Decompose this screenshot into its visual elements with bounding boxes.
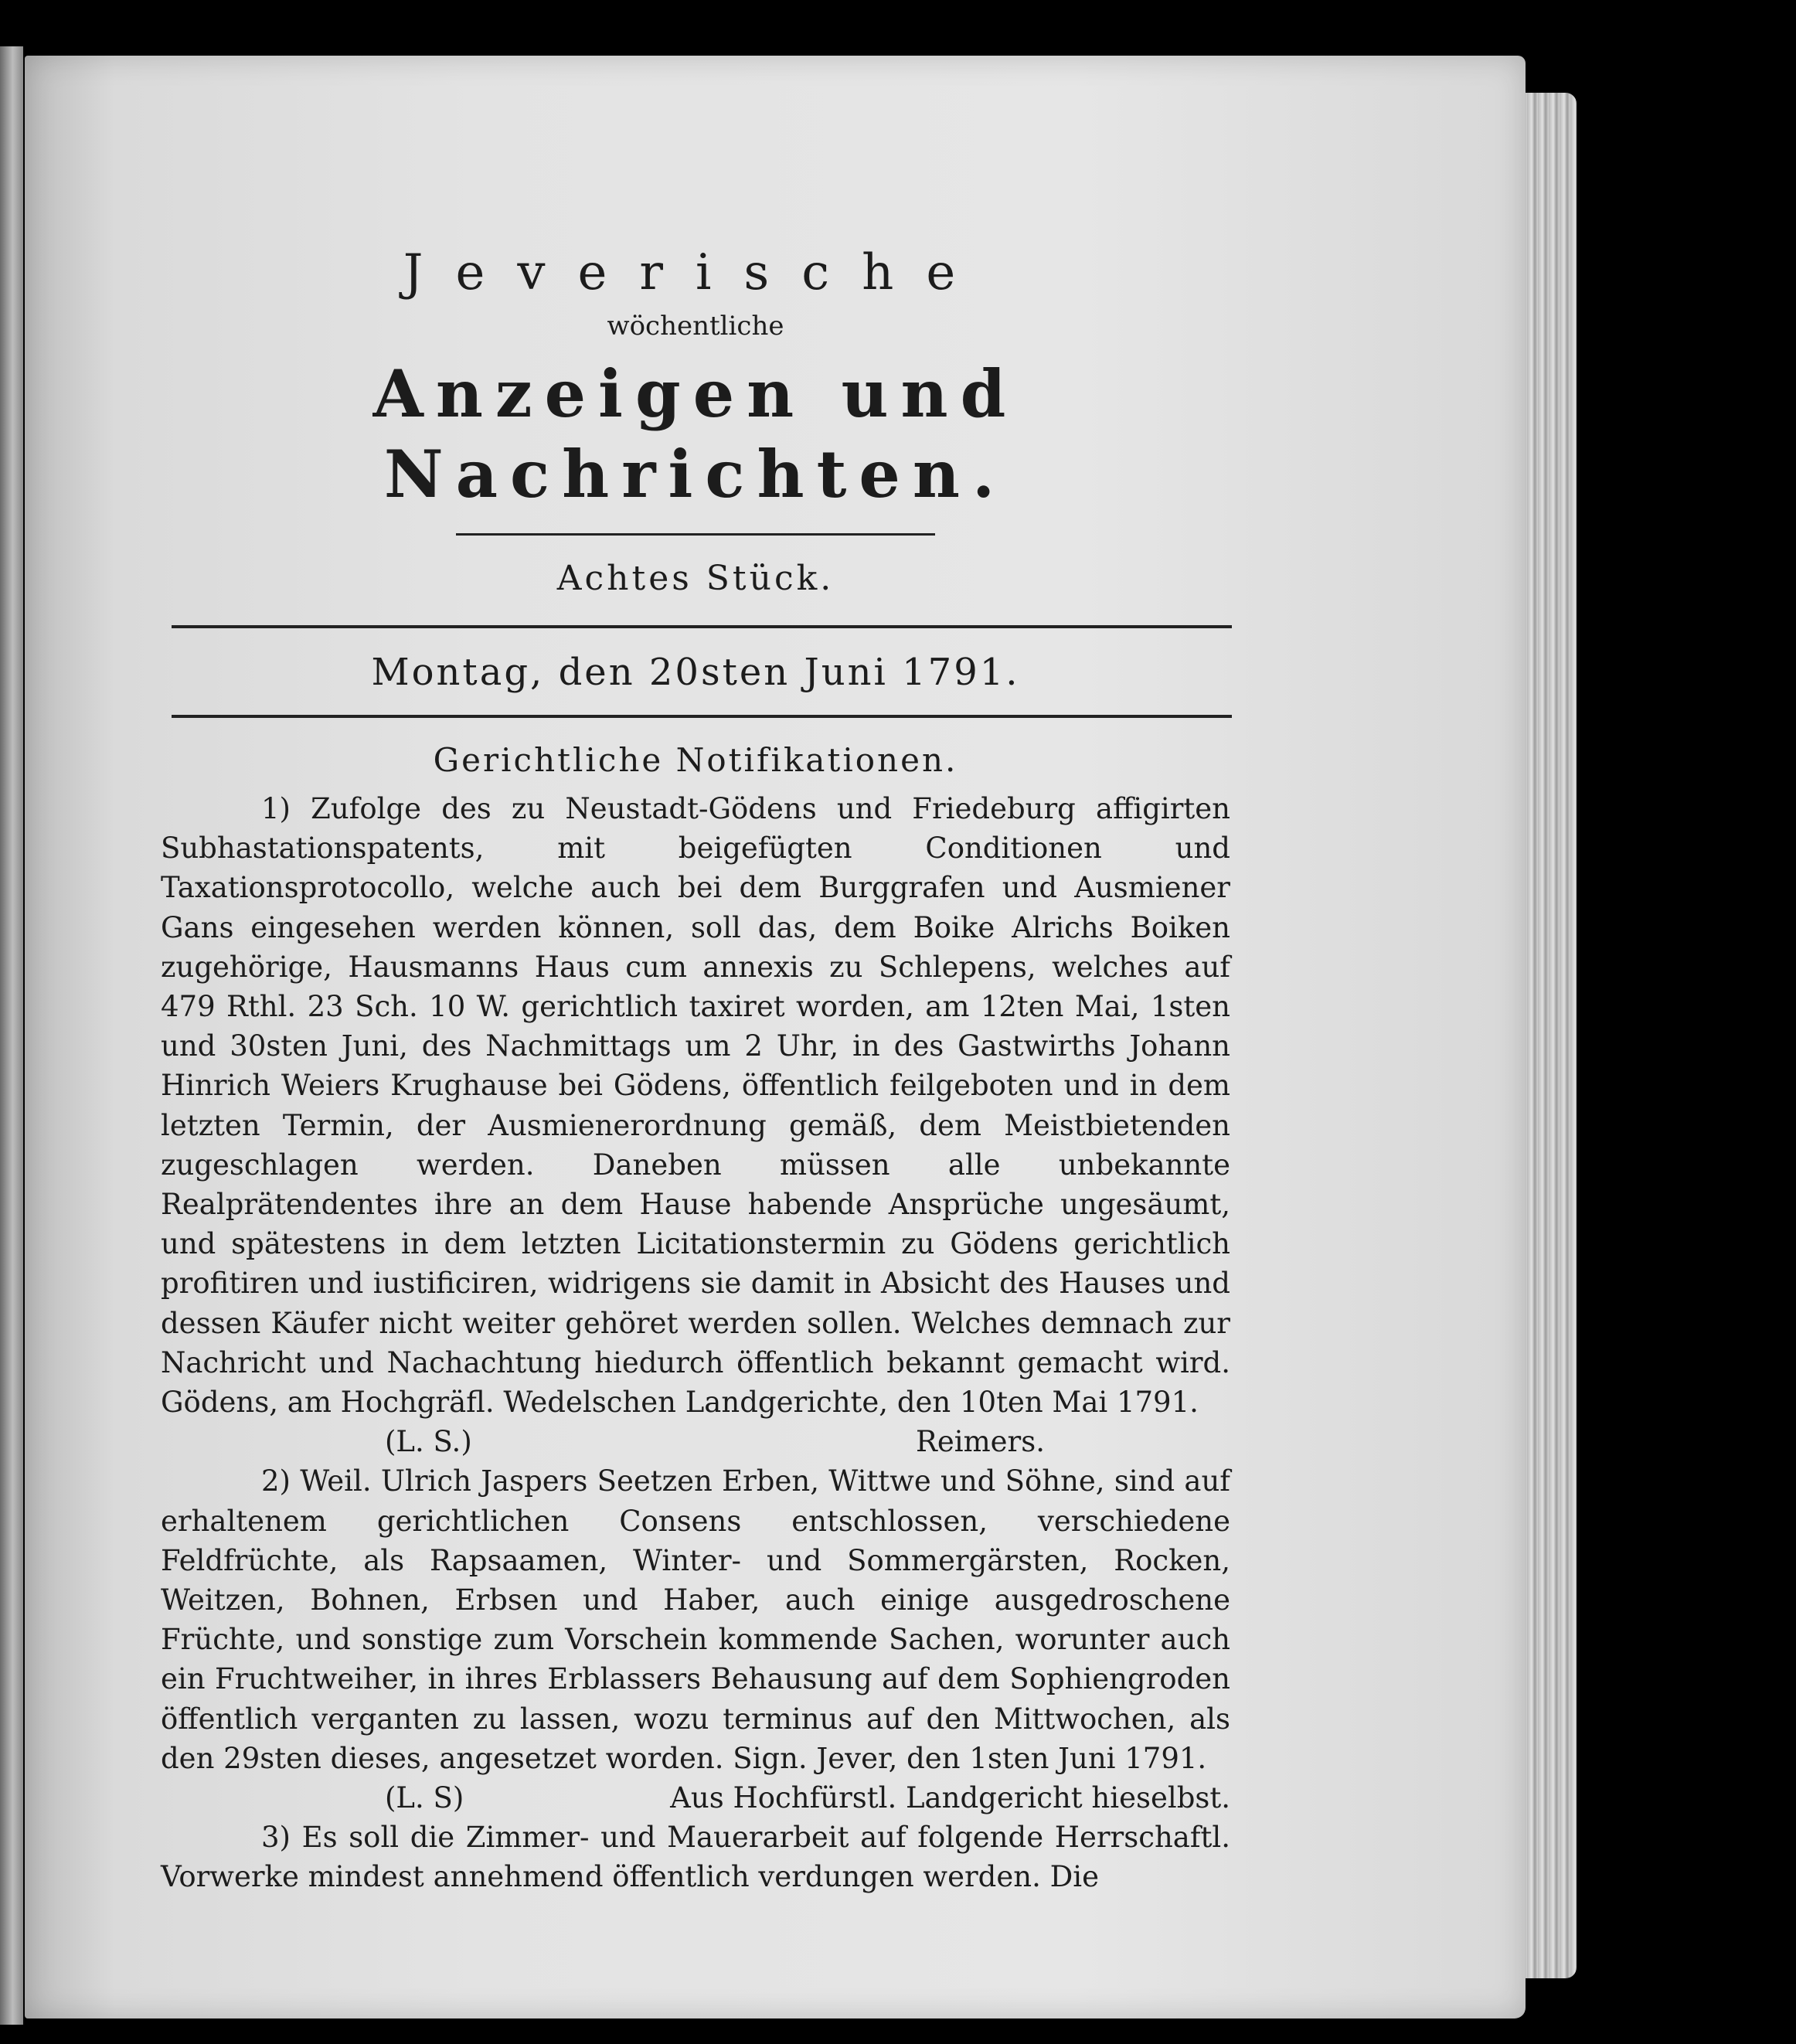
masthead-divider [456,533,935,536]
notice-2-text: 2) Weil. Ulrich Jaspers Seetzen Erben, Wittwe und Söhne, sind auf erhaltenem gerichtlichen Consens entschlossen, verschiedene Feldfrüchte, als Rapsaamen, Winter- und Sommergärsten, Rocken, Weitzen, Bohnen, Erbsen und Haber, auch einige ausgedroschene Früchte, und sonstige zum Vorschein kommende Sachen, worunter auch ein Fruchtweiher, in ihres Erblassers Behausung auf dem Sophiengroden öffentlich verganten zu lassen, wozu terminus auf den Mittwochen, als den 29sten dieses, angesetzet worden. Sign. Jever, den 1sten Juni 1791. [161,1464,1230,1775]
date-rule-top [172,625,1232,628]
issue-number: Achtes Stück. [556,559,835,598]
notice-1-signature: Reimers. [915,1425,1045,1459]
notice-3-text: 3) Es soll die Zimmer- und Mauerarbeit auf folgende Herrschaftl. Vorwerke mindest annehmend öffentlich verdungen werden. Die [161,1821,1230,1894]
masthead-title: Anzeigen und Nachrichten. [372,355,1019,512]
newspaper-page [25,56,1526,2018]
issue-date: Montag, den 20sten Juni 1791. [371,651,1020,694]
date-rule-bottom [172,715,1232,718]
masthead-line-1: Jeverische [403,244,988,301]
page-content [161,241,1230,1897]
notice-1-text: 1) Zufolge des zu Neustadt-Gödens und Friedeburg affigirten Subhastationspatents, mit beigefügten Conditionen und Taxationsprotocollo, welche auch bei dem Burggrafen und Ausmiener Gans eingesehen werden können, soll das, dem Boike Alrichs Boiken zugehörige, Hausmanns Haus cum annexis zu Schlepens, welches auf 479 Rthl. 23 Sch. 10 W. gerichtlich taxiret worden, am 12ten Mai, 1sten und 30sten Juni, des Nachmittags um 2 Uhr, in des Gastwirths Johann Hinrich Weiers Krughause bei Gödens, öffentlich feilgeboten und in dem letzten Termin, der Ausmienerordnung gemäß, dem Meistbietenden zugeschlagen werden. Daneben müssen alle unbekannte Realprätendentes ihre an dem Hause habende Ansprüche ungesäumt, und spätestens in dem letzten Licitationstermin zu Gödens gerichtlich profitiren und iustificiren, widrigens sie damit in Absicht des Hauses und dessen Käufer nicht weiter gehöret werden sollen. Welches demnach zur Nachricht und Nachachtung hiedurch öffentlich bekannt gemacht wird. Gödens, am Hochgräfl. Wedelschen Landgerichte, den 10ten Mai 1791. [161,792,1230,1420]
masthead-line-2: wöchentliche [607,311,784,342]
notice-1-seal: (L. S.) [385,1425,472,1459]
notice-1-signature-line [161,1422,1230,1461]
section-heading: Gerichtliche Notifikationen. [433,741,958,779]
notice-2-seal: (L. S) [385,1781,464,1815]
previous-page-edge [0,46,23,2025]
notice-2-signature: Aus Hochfürstl. Landgericht hieselbst. [670,1781,1230,1815]
notice-2-signature-line [161,1778,1230,1818]
